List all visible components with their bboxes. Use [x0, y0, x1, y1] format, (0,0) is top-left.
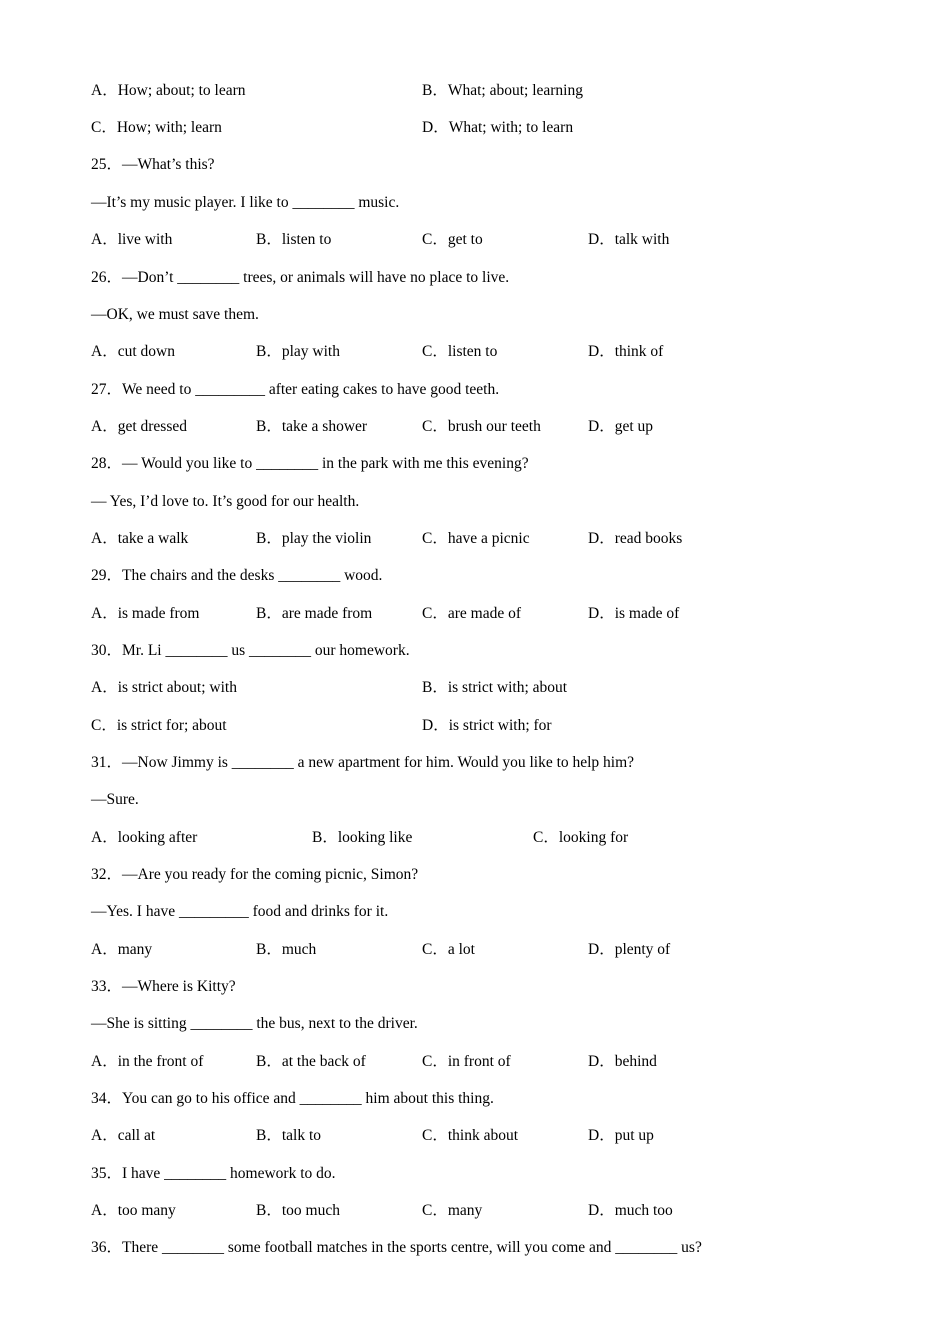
option-a: A．live with: [91, 231, 173, 248]
option-c: C．looking for: [533, 829, 629, 846]
option-b: B．play the violin: [256, 530, 372, 547]
option-c: C．many: [422, 1202, 483, 1219]
option-c: C．is strict for; about: [91, 717, 227, 734]
option-a: A．too many: [91, 1202, 176, 1219]
option-c: C．listen to: [422, 343, 498, 360]
option-b: B．listen to: [256, 231, 332, 248]
option-b: B．much: [256, 941, 317, 958]
option-b: B．too much: [256, 1202, 340, 1219]
question-stem: 32．—Are you ready for the coming picnic, Simon?: [91, 866, 419, 883]
option-d: D．put up: [588, 1127, 654, 1144]
option-a: A．cut down: [91, 343, 175, 360]
option-b: B．take a shower: [256, 418, 368, 435]
option-b: B．looking like: [312, 829, 413, 846]
option-b: B．What; about; learning: [422, 82, 583, 99]
question-stem: 30．Mr. Li ________ us ________ our homework.: [91, 642, 410, 659]
question-stem: 29．The chairs and the desks ________ wood.: [91, 567, 383, 584]
question-stem: 35．I have ________ homework to do.: [91, 1165, 336, 1182]
option-b: B．play with: [256, 343, 340, 360]
question-line: —Sure.: [91, 791, 139, 808]
option-a: A．is strict about; with: [91, 679, 237, 696]
option-d: D．think of: [588, 343, 664, 360]
option-d: D．get up: [588, 418, 654, 435]
option-d: D．is strict with; for: [422, 717, 552, 734]
option-c: C．in front of: [422, 1053, 511, 1070]
option-a: A．in the front of: [91, 1053, 204, 1070]
option-a: A．get dressed: [91, 418, 187, 435]
option-d: D．What; with; to learn: [422, 119, 574, 136]
option-a: A．call at: [91, 1127, 156, 1144]
option-d: D．talk with: [588, 231, 670, 248]
option-d: D．behind: [588, 1053, 657, 1070]
option-d: D．much too: [588, 1202, 673, 1219]
option-b: B．are made from: [256, 605, 373, 622]
option-c: C．How; with; learn: [91, 119, 222, 136]
option-d: D．plenty of: [588, 941, 671, 958]
question-line: —Yes. I have _________ food and drinks for it.: [91, 903, 389, 920]
option-b: B．is strict with; about: [422, 679, 568, 696]
question-stem: 33．—Where is Kitty?: [91, 978, 236, 995]
question-stem: 36．There ________ some football matches in the sports centre, will you come and ________ us?: [91, 1239, 702, 1256]
option-c: C．get to: [422, 231, 483, 248]
question-line: —OK, we must save them.: [91, 306, 259, 323]
option-c: C．think about: [422, 1127, 519, 1144]
option-c: C．a lot: [422, 941, 475, 958]
option-c: C．have a picnic: [422, 530, 530, 547]
option-d: D．read books: [588, 530, 683, 547]
option-c: C．are made of: [422, 605, 521, 622]
question-stem: 31．—Now Jimmy is ________ a new apartment for him. Would you like to help him?: [91, 754, 635, 771]
question-line: —She is sitting ________ the bus, next to the driver.: [91, 1015, 418, 1032]
option-b: B．talk to: [256, 1127, 322, 1144]
question-stem: 25．—What’s this?: [91, 156, 215, 173]
question-line: —It’s my music player. I like to ________ music.: [91, 194, 400, 211]
option-a: A．take a walk: [91, 530, 189, 547]
option-c: C．brush our teeth: [422, 418, 541, 435]
question-stem: 27．We need to _________ after eating cakes to have good teeth.: [91, 381, 500, 398]
option-a: A．looking after: [91, 829, 198, 846]
option-a: A．is made from: [91, 605, 200, 622]
question-stem: 34．You can go to his office and ________ him about this thing.: [91, 1090, 494, 1107]
option-d: D．is made of: [588, 605, 680, 622]
question-stem: 28．— Would you like to ________ in the park with me this evening?: [91, 455, 529, 472]
option-a: A．How; about; to learn: [91, 82, 246, 99]
question-stem: 26．—Don’t ________ trees, or animals will have no place to live.: [91, 269, 510, 286]
option-b: B．at the back of: [256, 1053, 366, 1070]
option-a: A．many: [91, 941, 153, 958]
question-line: — Yes, I’d love to. It’s good for our health.: [91, 493, 360, 510]
